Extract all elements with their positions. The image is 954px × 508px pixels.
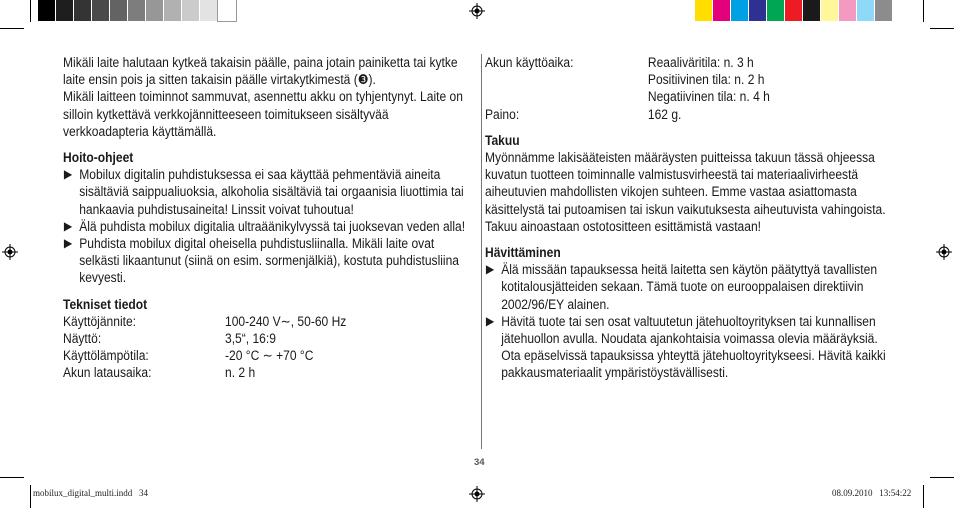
tech-heading: Tekniset tiedot [63,296,148,312]
color-swatch [857,0,875,21]
color-swatch [785,0,803,21]
battery-row: Negatiivinen tila: n. 4 h [647,89,770,105]
color-swatch [875,0,893,21]
crop-mark-top-right [930,28,954,29]
registration-mark-icon [469,486,485,502]
file-slug: mobilux_digital_multi.indd 34 [33,488,149,498]
color-swatch [74,0,92,21]
left-column [63,54,473,382]
crop-mark-top-left [0,28,24,29]
crop-mark-bottom-left [0,477,24,478]
bullet-triangle-icon: ▶ [63,236,73,251]
color-swatch [164,0,182,21]
care-heading: Hoito-ohjeet [63,150,134,166]
color-calibration-bar [695,0,893,21]
intro-paragraph-2: Mikäli laitteen toiminnot sammuvat, asennettu akku on tyhjentynyt. Laite on silloin kytkettävä verkkojännitteeseen toimitukseen sisältyvää verkkoadapteria käyttämällä. [63,89,463,139]
care-item: ▶ Älä puhdista mobilux digitalia ultraäänikylvyssä tai juoksevan veden alla! [63,218,466,234]
warranty-text: Myönnämme lakisääteisten määräysten puitteissa takuun tässä ohjeessa kuvatun tuotteen toiminnalle valmistusvirheestä tai materiaalivirheestä aiheutuvien mahdollisten vikojen suhteen. Emme vastaa asiattomasta käsittelystä tai putoamisen tai iskun vaikutuksesta aiheutuvista vahingoista. Takuu ainoastaan ostotositteen esittämistä vastaan! [485,150,886,234]
registration-mark-icon [2,244,18,260]
disposal-item: ▶ Hävitä tuote tai sen osat valtuutetun jätehuoltoyrityksen tai kunnallisen jätehuollon avulla. Noudata ajankohtaisia voimassa olevia määräyksiä. Ota epäselvissä tapauksissa yhteyttä jätehuoltoyritykseesi. Hävitä kaikki pakkausmateriaalit ympäristöystävällisesti. [485,313,886,381]
color-swatch [182,0,200,21]
color-swatch [803,0,821,21]
bullet-triangle-icon: ▶ [485,313,495,328]
color-swatch [200,0,218,21]
color-swatch [38,0,56,21]
timestamp: 08.09.2010 13:54:22 [832,488,912,498]
color-swatch [218,0,236,21]
warranty-heading: Takuu [485,132,520,148]
crop-mark-bottom-right-v [923,485,924,508]
battery-row: Positiivinen tila: n. 2 h [647,72,765,88]
crop-mark-top-right-v [923,0,924,22]
crop-mark-top-left-v [30,0,31,22]
color-swatch [839,0,857,21]
color-swatch [821,0,839,21]
bullet-triangle-icon: ▶ [485,262,495,277]
bullet-triangle-icon: ▶ [63,218,73,233]
right-column [485,54,897,382]
care-item: ▶ Mobilux digitalin puhdistuksessa ei saa käyttää pehmentäviä aineita sisältäviä saippualiuoksia, alkoholia sisältäviä tai orgaanisia liuottimia tai hankaavia puhdistusaineita! Linssit voivat tuhoutua! [63,167,464,217]
bullet-triangle-icon: ▶ [63,167,73,182]
column-divider [481,54,482,449]
tech-row: Akun latausaika: n. 2 h [63,365,256,381]
gray-calibration-bar [38,0,236,21]
tech-row: Näyttö: 3,5“, 16:9 [63,331,276,347]
color-swatch [695,0,713,21]
intro-paragraph-1: Mikäli laite halutaan kytkeä takaisin päälle, paina jotain painiketta tai kytke laite ensin pois ja sitten takaisin päälle virtakytkimestä (❸). [63,55,458,88]
color-swatch [713,0,731,21]
disposal-heading: Hävittäminen [485,245,561,261]
battery-row: Akun käyttöaika: Reaaliväritila: n. 3 h [485,55,754,70]
color-swatch [56,0,74,21]
color-swatch [92,0,110,21]
tech-row: Käyttöjännite: 100-240 V∼, 50-60 Hz [63,313,347,329]
color-swatch [110,0,128,21]
color-swatch [749,0,767,21]
registration-mark-icon [469,3,485,19]
care-item: ▶ Puhdista mobilux digital oheisella puhdistusliinalla. Mikäli laite ovat selkästi likaantunut (siinä on esim. sormenjälkiä), kostuta puhdistusliina kevyesti. [63,236,460,286]
color-swatch [767,0,785,21]
color-swatch [731,0,749,21]
color-swatch [146,0,164,21]
color-swatch [128,0,146,21]
tech-row: Käyttölämpötila: -20 °C ∼ +70 °C [63,348,314,364]
crop-mark-bottom-left-v [30,485,31,508]
weight-row: Paino: 162 g. [485,106,682,122]
page-number: 34 [474,457,485,468]
registration-mark-icon [936,244,952,260]
disposal-item: ▶ Älä missään tapauksessa heitä laitetta sen käytön päätyttyä tavallisten kotitalousjätteiden sekaan. Tämä tuote on eurooppalaisen direktiivin 2002/96/EY alainen. [485,262,878,312]
crop-mark-bottom-right [930,477,954,478]
